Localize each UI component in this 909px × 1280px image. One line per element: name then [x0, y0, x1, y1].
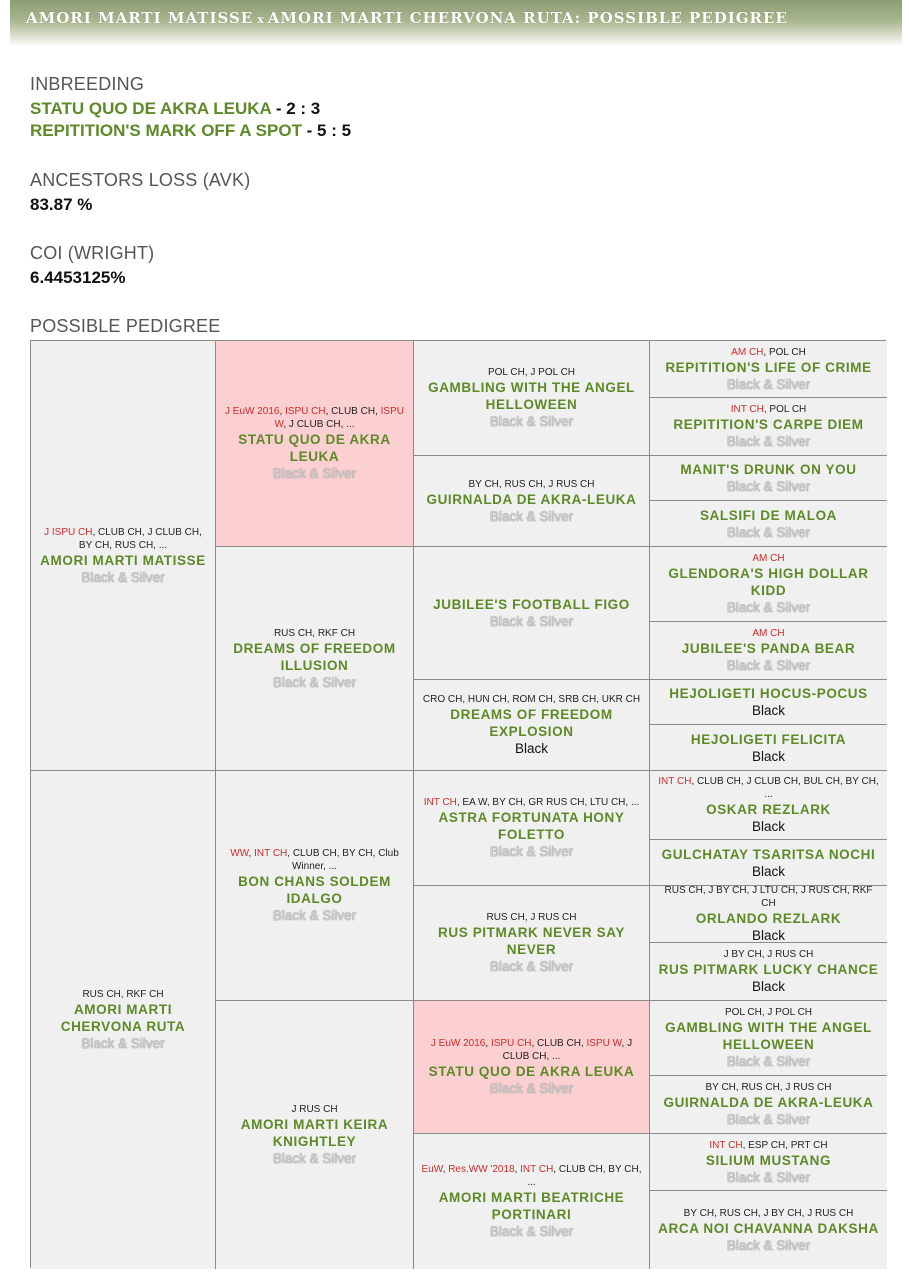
title-text: , CLUB CH, J CLUB CH, BY CH, RUS CH, ...: [78, 526, 202, 551]
coi-value: 6.4453125%: [30, 268, 126, 287]
dog-name-link[interactable]: DREAMS OF FREEDOM EXPLOSION: [450, 707, 613, 739]
title-text: BY CH, RUS CH, J RUS CH: [705, 1082, 832, 1093]
title-highlight: J EuW 2016: [430, 1038, 486, 1049]
dog-color: Black & Silver: [81, 569, 165, 585]
pedigree-cell: [650, 622, 887, 680]
dam-name: AMORI MARTI CHERVONA RUTA: POSSIBLE PEDIGREE: [267, 9, 788, 27]
dog-name-link[interactable]: AMORI MARTI MATISSE: [40, 552, 206, 568]
dog-color: Black: [751, 979, 785, 994]
dog-name-link[interactable]: GAMBLING WITH THE ANGEL HELLOWEEN: [428, 380, 635, 412]
dog-titles: [222, 847, 407, 873]
title-highlight: EuW: [421, 1164, 443, 1175]
title-text: , CLUB CH, J CLUB CH, BUL CH, BY CH, ...: [691, 776, 879, 800]
pedigree-cell: [650, 840, 887, 886]
pedigree-cell: [31, 341, 216, 771]
title-text: , EA W, BY CH, GR RUS CH, LTU CH, ...: [456, 797, 640, 808]
dog-name-link[interactable]: OSKAR REZLARK: [706, 802, 831, 817]
dog-name-link[interactable]: GUIRNALDA DE AKRA-LEUKA: [663, 1095, 874, 1110]
dog-name-link[interactable]: REPITITION'S CARPE DIEM: [673, 417, 864, 432]
title-text: , CLUB CH, BY CH, Club Winner, ...: [287, 848, 399, 872]
dog-name-link[interactable]: JUBILEE'S FOOTBALL FIGO: [433, 597, 630, 612]
title-highlight: Res.WW '2018: [448, 1164, 515, 1175]
dog-titles: [731, 346, 806, 359]
dog-name-link[interactable]: RUS PITMARK LUCKY CHANCE: [658, 962, 879, 977]
title-text: POL CH, J POL CH: [724, 1007, 813, 1018]
dog-titles: [469, 478, 595, 491]
dog-color: Black & Silver: [726, 376, 811, 392]
title-highlight: WW: [230, 848, 249, 859]
title-highlight: AM CH: [731, 346, 764, 358]
title-text: RUS CH, RKF CH: [273, 627, 356, 639]
dog-color: Black & Silver: [272, 466, 357, 481]
title-highlight: INT CH: [520, 1164, 554, 1175]
pedigree-cell: [650, 1134, 887, 1191]
title-text: , ESP CH, PRT CH: [742, 1139, 828, 1151]
title-text: ,: [514, 1164, 521, 1175]
dog-titles: [423, 693, 640, 706]
pedigree-cell: [216, 1001, 414, 1269]
dog-titles: [37, 526, 209, 552]
dog-name-link[interactable]: HEJOLIGETI FELICITA: [690, 731, 847, 747]
title-text: POL CH, J POL CH: [487, 367, 576, 378]
dog-titles: [731, 403, 807, 416]
title-text: , POL CH: [763, 404, 807, 415]
dog-name-link[interactable]: DREAMS OF FREEDOM ILLUSION: [233, 640, 396, 673]
pedigree-cell: [414, 886, 650, 1001]
dog-color: Black & Silver: [726, 600, 811, 615]
dog-name-link[interactable]: SILIUM MUSTANG: [705, 1152, 832, 1168]
dog-color: Black: [751, 748, 785, 764]
title-highlight: J EuW 2016: [225, 406, 280, 417]
coi-label: COI (WRIGHT): [30, 243, 155, 263]
dog-titles: [752, 627, 784, 640]
pedigree-cell: [414, 771, 650, 886]
dog-titles: [486, 911, 576, 924]
dog-titles: [420, 1037, 643, 1063]
title-text: ,: [442, 1164, 449, 1175]
dog-name-link[interactable]: AMORI MARTI BEATRICHE PORTINARI: [438, 1190, 625, 1222]
dog-color: Black: [514, 741, 548, 756]
pedigree-table: [30, 340, 886, 1268]
title-highlight: INT CH: [254, 848, 288, 859]
title-text: , CLUB CH,: [325, 406, 381, 417]
dog-name-link[interactable]: HEJOLIGETI HOCUS-POCUS: [669, 686, 868, 701]
dog-name-link[interactable]: MANIT'S DRUNK ON YOU: [680, 462, 857, 477]
dog-color: Black & Silver: [726, 434, 811, 449]
dog-titles: [274, 627, 355, 640]
title-text: BY CH, RUS CH, J BY CH, J RUS CH: [683, 1207, 854, 1219]
title-text: , J CLUB CH, ...: [283, 419, 355, 430]
pedigree-section-label: POSSIBLE PEDIGREE: [30, 316, 221, 336]
avk-value: 83.87 %: [30, 195, 93, 214]
dog-color: Black & Silver: [726, 1112, 811, 1127]
inbreeding-ratio: - 5 : 5: [301, 121, 352, 140]
dog-titles: [656, 884, 881, 910]
pedigree-cell: [414, 456, 650, 547]
dog-color: Black & Silver: [489, 508, 574, 524]
pedigree-cell: [650, 398, 887, 456]
inbreeding-dog-name[interactable]: STATU QUO DE AKRA LEUKA: [30, 99, 272, 118]
title-highlight: ISPU CH: [285, 406, 326, 417]
title-highlight: INT CH: [658, 776, 692, 787]
pedigree-cell: [414, 680, 650, 771]
pedigree-cell: [650, 341, 887, 398]
dog-color: Black: [751, 863, 785, 879]
title-highlight: ISPU W: [274, 406, 404, 430]
dog-color: Black & Silver: [81, 1036, 165, 1051]
dog-titles: [709, 1139, 827, 1152]
dog-titles: [656, 775, 881, 801]
title-text: J RUS CH: [291, 1104, 338, 1115]
dog-titles: [724, 948, 814, 961]
page-title: [26, 9, 788, 27]
title-highlight: INT CH: [709, 1139, 743, 1151]
pedigree-cell: [650, 456, 887, 501]
title-highlight: AM CH: [752, 628, 785, 639]
pedigree-cell: [650, 547, 887, 622]
title-text: , J CLUB CH, ...: [502, 1038, 633, 1062]
dog-color: Black & Silver: [489, 959, 574, 974]
inbreeding-item: [30, 99, 351, 119]
title-highlight: ISPU W: [586, 1038, 622, 1049]
dog-name-link[interactable]: SALSIFI DE MALOA: [699, 507, 838, 523]
sire-name: AMORI MARTI MATISSE: [26, 9, 254, 27]
pedigree-cell: [414, 1001, 650, 1134]
dog-color: Black & Silver: [726, 658, 811, 673]
pedigree-cell: [650, 943, 887, 1001]
dog-name-link[interactable]: REPITITION'S LIFE OF CRIME: [665, 359, 872, 375]
dog-color: Black: [751, 819, 785, 834]
pedigree-cell: [650, 771, 887, 840]
pedigree-cell: [650, 725, 887, 771]
coi-section: [30, 243, 154, 288]
dog-titles: [752, 552, 784, 565]
pedigree-cell: [650, 1191, 887, 1269]
dog-color: Black & Silver: [726, 524, 811, 540]
dog-color: Black & Silver: [272, 674, 357, 690]
title-highlight: ISPU CH: [490, 1038, 532, 1049]
dog-name-link[interactable]: AMORI MARTI CHERVONA RUTA: [60, 1002, 186, 1034]
title-highlight: AM CH: [752, 553, 785, 564]
dog-name-link[interactable]: GULCHATAY TSARITSA NOCHI: [661, 846, 876, 862]
pedigree-cell: [216, 341, 414, 547]
dog-titles: [222, 405, 407, 431]
title-text: , CLUB CH,: [531, 1038, 587, 1049]
avk-section: [30, 170, 250, 215]
dog-titles: [291, 1103, 337, 1116]
title-text: RUS CH, RKF CH: [82, 989, 164, 1000]
dog-name-link[interactable]: GLENDORA'S HIGH DOLLAR KIDD: [668, 566, 869, 598]
pedigree-cell: [650, 680, 887, 725]
pedigree-cell: [414, 341, 650, 456]
title-banner: [10, 0, 902, 46]
dog-name-link[interactable]: STATU QUO DE AKRA LEUKA: [428, 1064, 635, 1079]
pedigree-cell: [650, 501, 887, 547]
dog-titles: [684, 1207, 854, 1220]
dog-name-link[interactable]: ARCA NOI CHAVANNA DAKSHA: [658, 1220, 879, 1236]
dog-color: Black & Silver: [489, 414, 574, 429]
dog-name-link[interactable]: STATU QUO DE AKRA LEUKA: [238, 432, 391, 464]
dog-color: Black & Silver: [726, 1169, 811, 1185]
dog-color: Black & Silver: [489, 614, 574, 629]
title-highlight: J ISPU CH: [44, 526, 93, 538]
title-text: , POL CH: [763, 346, 806, 358]
pedigree-cell: [650, 1076, 887, 1134]
title-highlight: INT CH: [730, 404, 764, 415]
dog-color: Black & Silver: [489, 1224, 574, 1239]
inbreeding-label: INBREEDING: [30, 74, 145, 94]
pedigree-cell: [414, 547, 650, 680]
title-text: CRO CH, HUN CH, ROM CH, SRB CH, UKR CH: [422, 694, 641, 705]
dog-color: Black: [751, 928, 785, 943]
pedigree-cell: [414, 1134, 650, 1269]
title-text: , CLUB CH, BY CH, ...: [527, 1164, 642, 1188]
dog-titles: [725, 1006, 812, 1019]
dog-titles: [488, 366, 575, 379]
dog-name-link[interactable]: GAMBLING WITH THE ANGEL HELLOWEEN: [665, 1020, 872, 1052]
dog-color: Black & Silver: [726, 1054, 811, 1069]
dog-name-link[interactable]: AMORI MARTI KEIRA KNIGHTLEY: [240, 1117, 389, 1149]
dog-name-link[interactable]: ORLANDO REZLARK: [695, 911, 842, 926]
title-text: ,: [485, 1038, 491, 1049]
dog-titles: [706, 1081, 832, 1094]
title-text: ,: [248, 848, 255, 859]
cross-separator: x: [257, 13, 264, 26]
dog-name-link[interactable]: BON CHANS SOLDEM IDALGO: [238, 874, 391, 906]
dog-color: Black & Silver: [272, 1151, 357, 1166]
dog-color: Black & Silver: [726, 479, 811, 494]
dog-titles: [424, 796, 640, 809]
title-text: BY CH, RUS CH, J RUS CH: [468, 478, 595, 490]
inbreeding-section: [30, 74, 351, 141]
dog-color: Black & Silver: [489, 1081, 574, 1096]
pedigree-cell: [650, 1001, 887, 1076]
dog-titles: [420, 1163, 643, 1189]
inbreeding-ratio: - 2 : 3: [271, 99, 321, 118]
pedigree-cell: [216, 547, 414, 771]
dog-titles: [82, 988, 163, 1001]
dog-color: Black & Silver: [726, 1237, 811, 1253]
title-text: RUS CH, J RUS CH: [486, 912, 577, 923]
title-text: RUS CH, J BY CH, J LTU CH, J RUS CH, RKF CH: [664, 885, 873, 909]
title-highlight: INT CH: [423, 797, 457, 808]
dog-color: Black & Silver: [272, 908, 357, 923]
dog-name-link[interactable]: ASTRA FORTUNATA HONY FOLETTO: [438, 810, 625, 842]
dog-name-link[interactable]: JUBILEE'S PANDA BEAR: [681, 641, 856, 656]
pedigree-cell: [216, 771, 414, 1001]
avk-label: ANCESTORS LOSS (AVK): [30, 170, 251, 190]
dog-color: Black & Silver: [489, 844, 574, 859]
dog-name-link[interactable]: RUS PITMARK NEVER SAY NEVER: [438, 925, 625, 957]
title-text: J BY CH, J RUS CH: [723, 949, 814, 960]
dog-color: Black: [751, 703, 785, 718]
pedigree-cell: [650, 886, 887, 943]
dog-name-link[interactable]: GUIRNALDA DE AKRA-LEUKA: [426, 491, 637, 507]
pedigree-cell: [31, 771, 216, 1269]
inbreeding-dog-name[interactable]: REPITITION'S MARK OFF A SPOT: [30, 121, 302, 140]
inbreeding-item: [30, 121, 351, 141]
title-text: ,: [279, 406, 286, 417]
